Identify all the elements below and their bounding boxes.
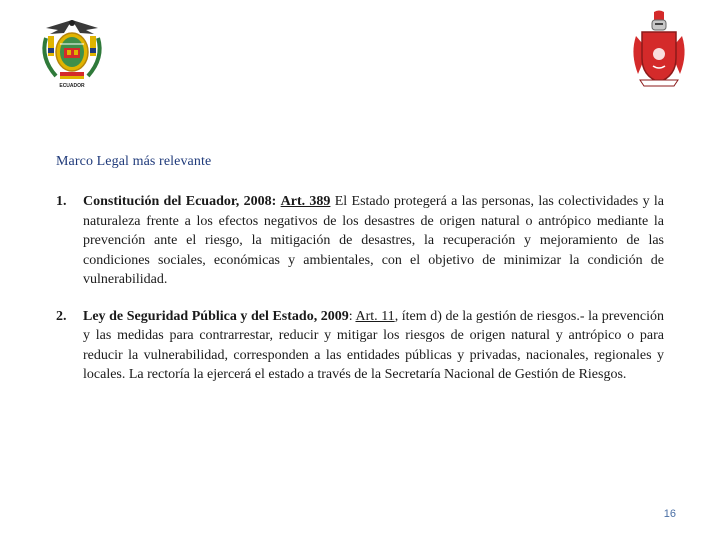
logo-caption: ECUADOR bbox=[59, 83, 85, 89]
item-lead: Constitución del Ecuador, 2008: bbox=[83, 194, 277, 209]
page-number: 16 bbox=[663, 508, 676, 520]
list-item bbox=[56, 307, 664, 385]
list-item bbox=[56, 192, 664, 290]
item-text bbox=[83, 307, 664, 385]
item-lead: Ley de Seguridad Pública y del Estado, 2009 bbox=[83, 308, 349, 324]
item-number: 2. bbox=[56, 308, 67, 324]
ecuador-coat-of-arms-icon bbox=[36, 14, 108, 90]
article-ref: Art. 11 bbox=[355, 308, 395, 324]
legal-framework-list bbox=[56, 192, 664, 402]
item-body: , ítem d) de la gestión de riesgos.- la prevención y las medidas para contrarrestar, reducir y mitigar los riesgos de origen natural y antrópico o para reducir la vulnerabilidad, corresponden a las entidades públicas y privadas, nacionales, regionales y locales. La rectoría la ejercerá el estado a través de la Secretaría Nacional de Gestión de Riesgos. bbox=[83, 308, 664, 382]
item-body: El Estado protegerá a las personas, las colectividades y la naturaleza frente a los efectos negativos de los desastres de origen natural o antrópico mediante la prevención ante el riesgo, la mitigación de desastres, la recuperación y mejoramiento de las condiciones sociales, económicas y ambientales, con el objetivo de minimizar la condición de vulnerabilidad. bbox=[83, 194, 664, 287]
ecuador-coat-of-arms-logo bbox=[36, 14, 108, 90]
item-lead-suffix: : bbox=[348, 308, 356, 324]
section-title: Marco Legal más relevante bbox=[56, 154, 212, 169]
item-text bbox=[83, 192, 664, 290]
crest-logo bbox=[628, 10, 690, 90]
article-ref: Art. 389 bbox=[280, 194, 331, 209]
crest-shield-icon bbox=[628, 10, 690, 90]
item-number: 1. bbox=[56, 194, 67, 209]
